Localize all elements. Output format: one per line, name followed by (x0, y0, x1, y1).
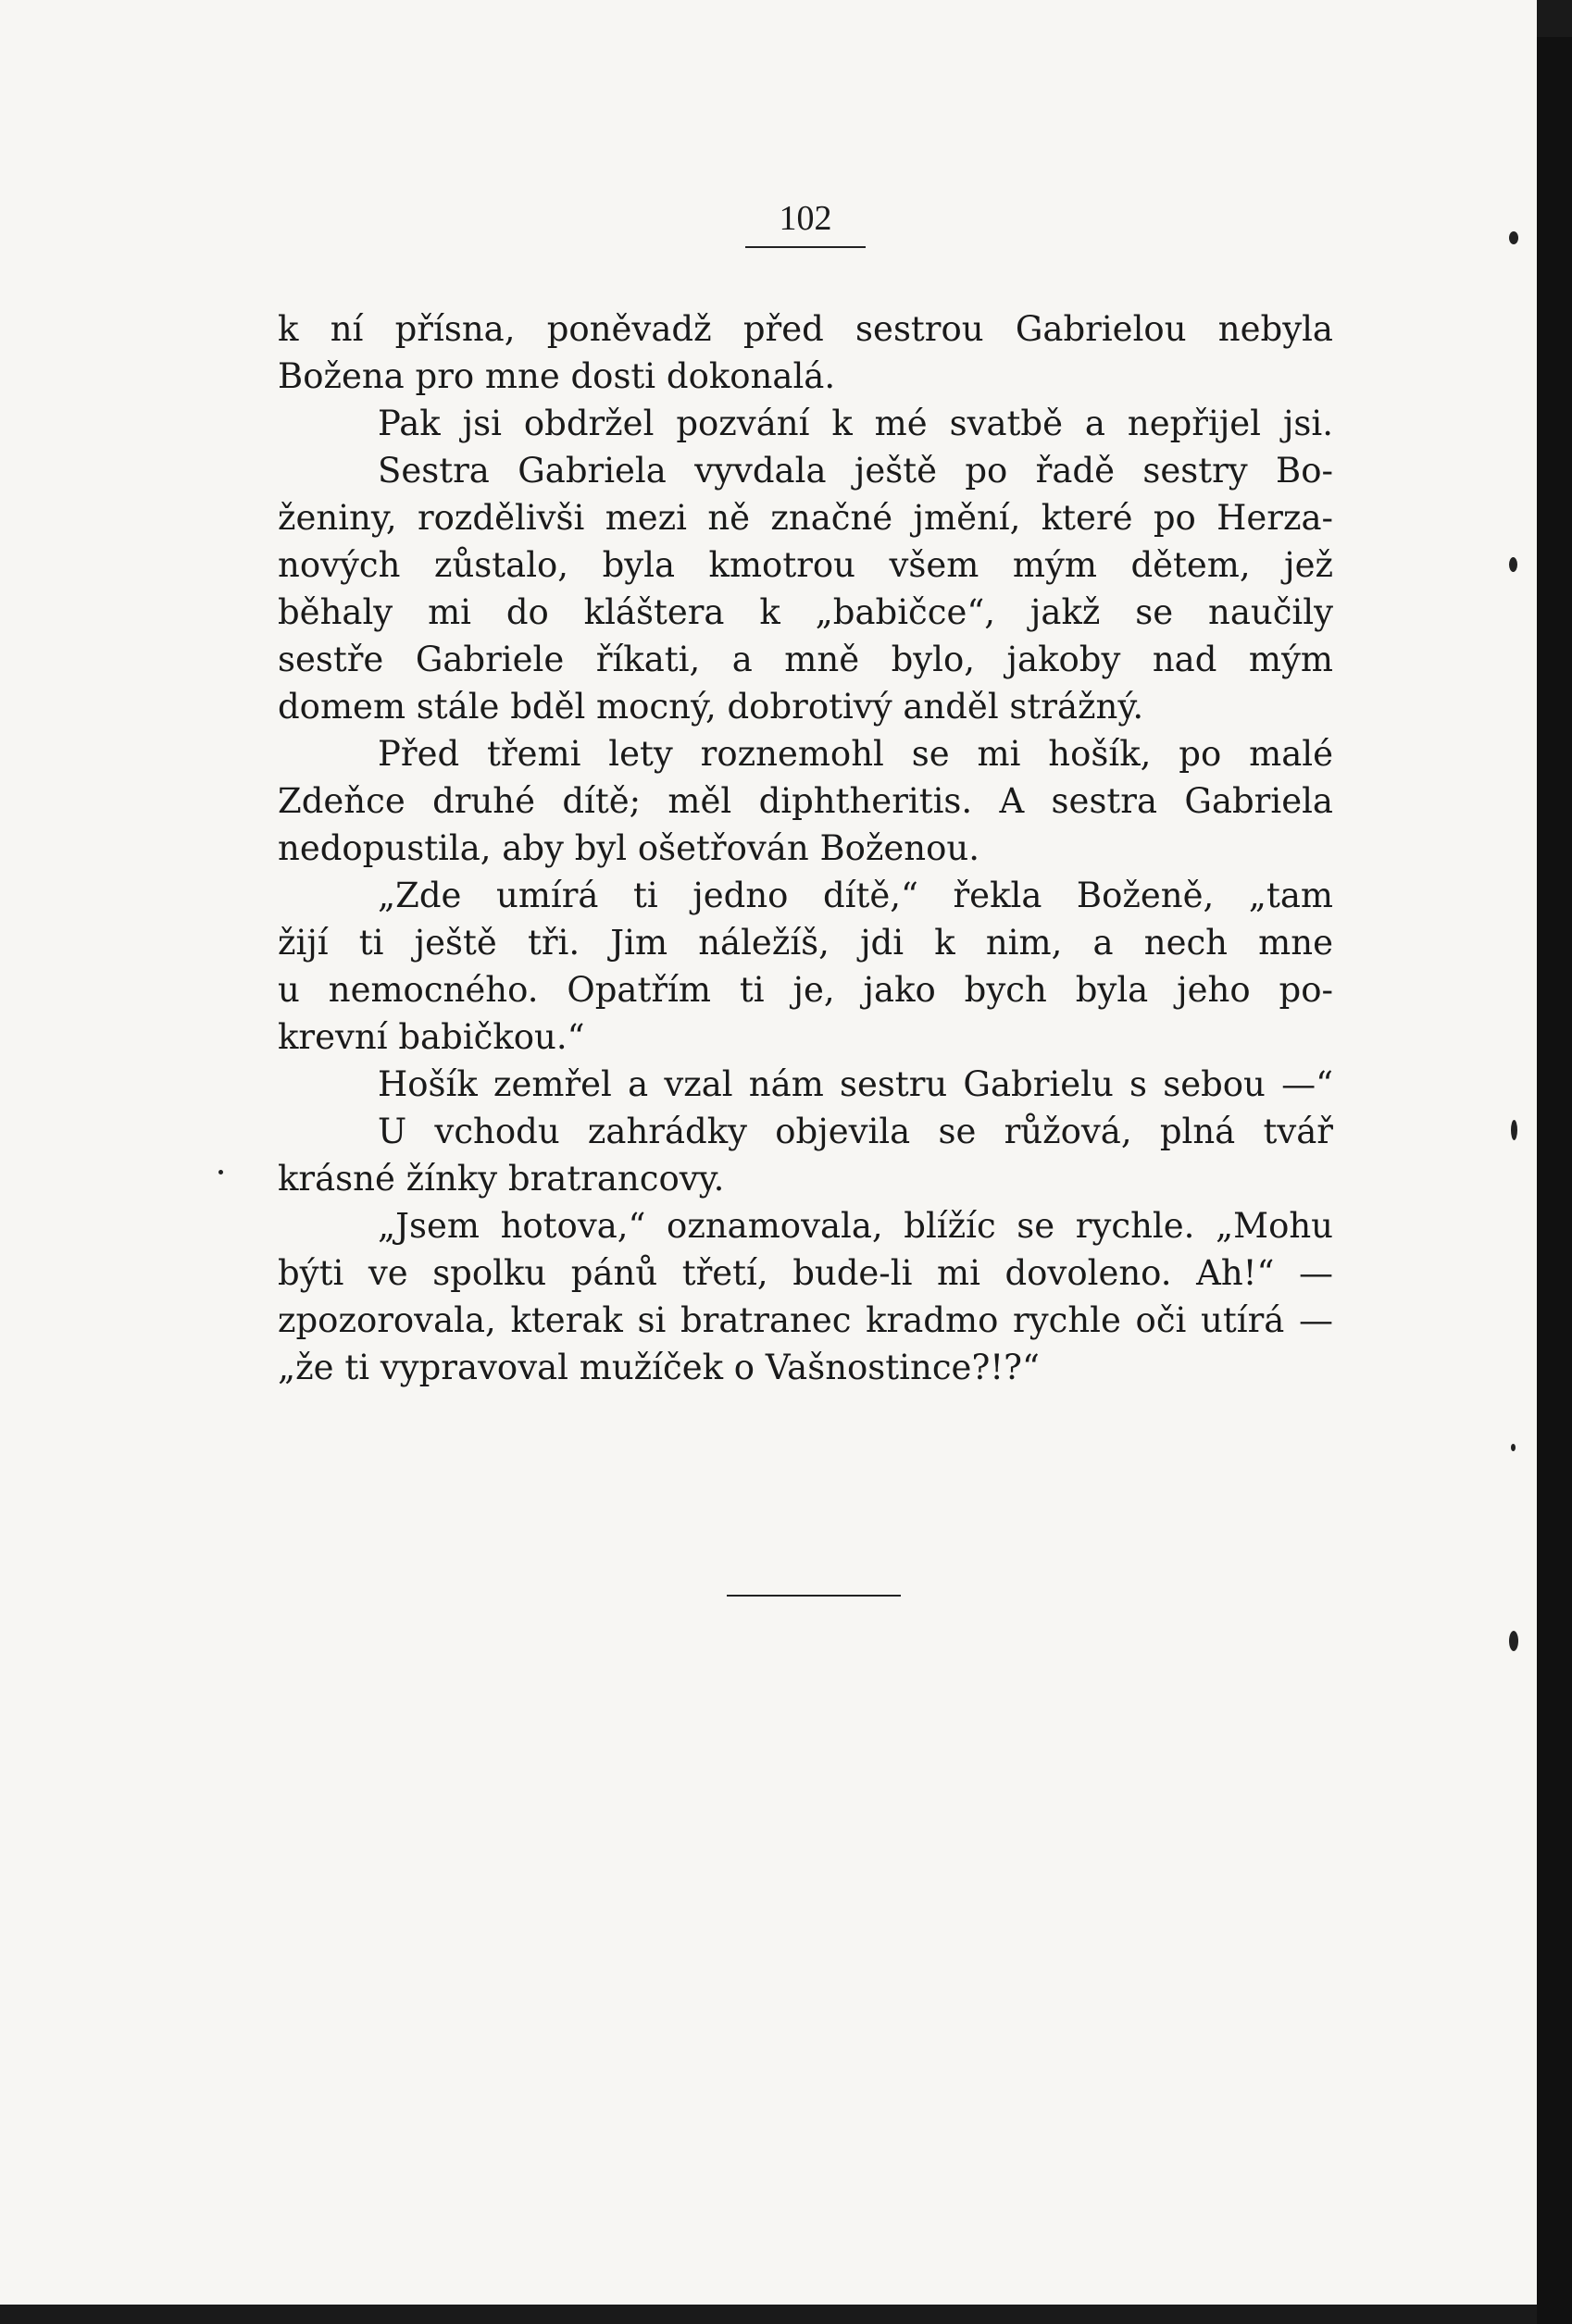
text-line: domem stále bděl mocný, dobrotivý anděl strážný. (278, 687, 1144, 727)
text-line: krásné žínky bratrancovy. (278, 1159, 725, 1199)
text-line: „Jsem hotova,“ oznamovala, blížíc se rychle. „Mohu (378, 1206, 1333, 1246)
margin-speck (1511, 1444, 1516, 1451)
text-line: u nemocného. Opatřím ti je, jako bych byla jeho po- (278, 970, 1333, 1010)
page-number: 102 (779, 199, 832, 238)
margin-speck (1511, 1120, 1517, 1140)
page-number-rule (745, 246, 866, 248)
text-line: U vchodu zahrádky objevila se růžová, plná tvář (378, 1112, 1333, 1151)
text-line: běhaly mi do kláštera k „babičce“, jakž se naučily (278, 592, 1333, 632)
text-line: Sestra Gabriela vyvdala ještě po řadě sestry Bo- (378, 451, 1333, 491)
end-rule (727, 1595, 901, 1597)
body-text (278, 305, 1333, 1391)
margin-speck (1509, 1631, 1518, 1651)
text-line: Před třemi lety roznemohl se mi hošík, po malé (378, 734, 1333, 774)
text-line: k ní přísna, poněvadž před sestrou Gabrielou nebyla (278, 309, 1333, 349)
text-line: Božena pro mne dosti dokonalá. (278, 356, 836, 396)
margin-speck (1509, 557, 1517, 572)
text-line: ženiny, rozdělivši mezi ně značné jmění, které po Herza- (278, 498, 1333, 538)
text-line: „Zde umírá ti jedno dítě,“ řekla Boženě, „tam (378, 876, 1333, 915)
text-line: nových zůstalo, byla kmotrou všem mým dětem, jež (278, 545, 1333, 585)
margin-speck (218, 1170, 223, 1174)
text-line: žijí ti ještě tři. Jim náležíš, jdi k nim, a nech mne (278, 923, 1333, 963)
text-line: zpozorovala, kterak si bratranec kradmo rychle oči utírá — (278, 1300, 1333, 1340)
text-line: krevní babičkou.“ (278, 1017, 585, 1057)
text-line: Pak jsi obdržel pozvání k mé svatbě a nepřijel jsi. (378, 404, 1333, 443)
page-edge (1537, 37, 1572, 2324)
text-line: býti ve spolku pánů třetí, bude-li mi dovoleno. Ah!“ — (278, 1253, 1333, 1293)
text-line: nedopustila, aby byl ošetřován Boženou. (278, 828, 979, 868)
margin-speck (1509, 231, 1518, 244)
text-line: Zdeňce druhé dítě; měl diphtheritis. A sestra Gabriela (278, 781, 1333, 821)
text-line: Hošík zemřel a vzal nám sestru Gabrielu s sebou —“ (378, 1064, 1333, 1104)
text-line: „že ti vypravoval mužíček o Vašnostince?!?“ (278, 1348, 1040, 1387)
text-line: sestře Gabriele říkati, a mně bylo, jakoby nad mým (278, 640, 1333, 679)
